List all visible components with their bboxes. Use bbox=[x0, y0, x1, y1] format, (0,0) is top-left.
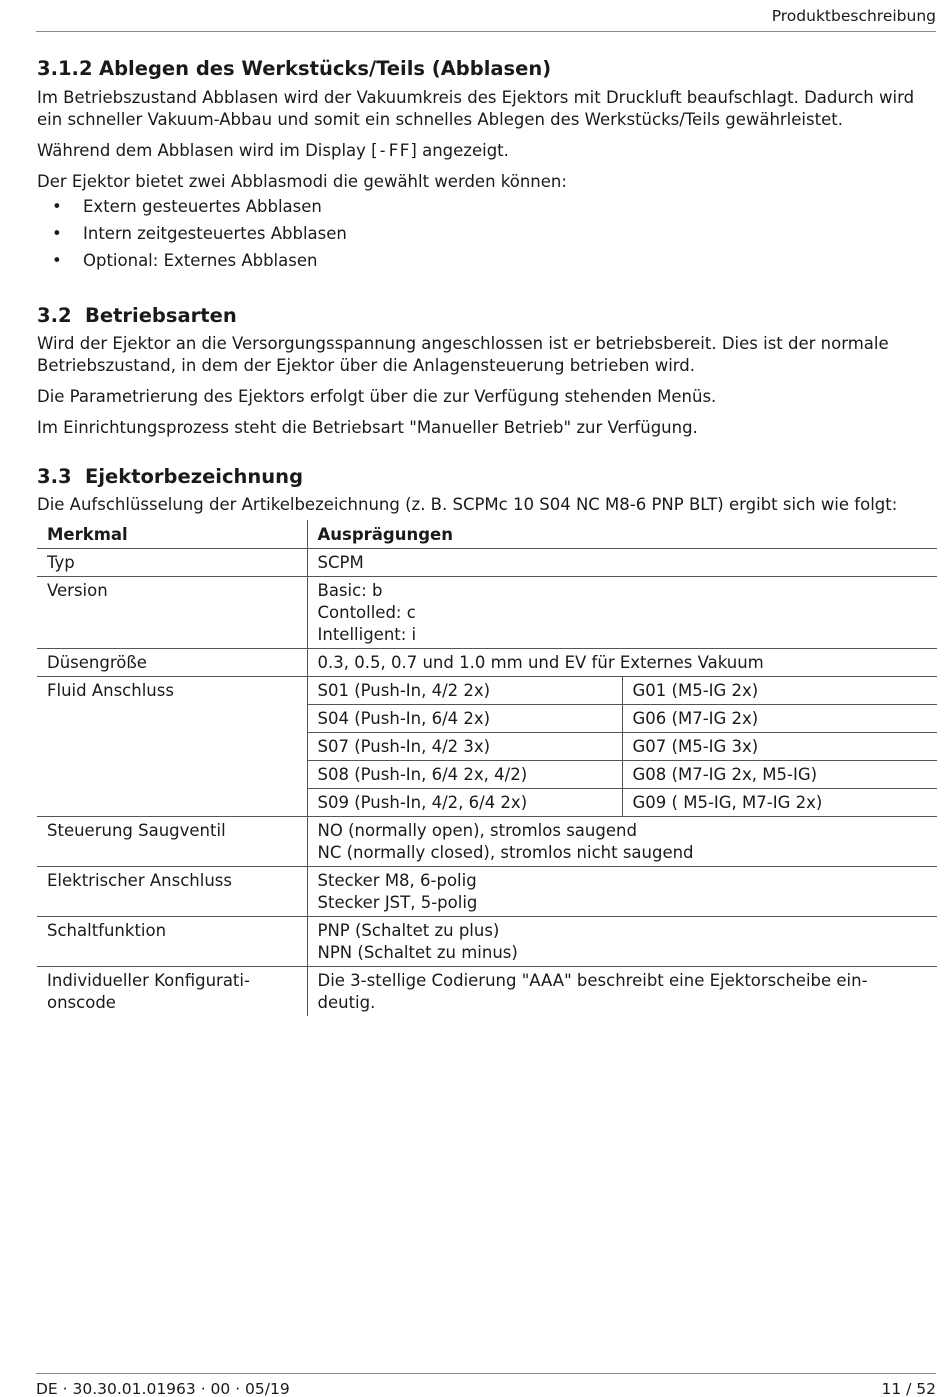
cell-value: SCPM bbox=[307, 549, 937, 577]
paragraph-manual-mode: Im Einrichtungsprozess steht die Betriebsart "Manueller Betrieb" zur Verfügung. bbox=[37, 418, 698, 437]
list-item: • Extern gesteuertes Abblasen bbox=[37, 196, 937, 223]
header-section-title: Produktbeschreibung bbox=[771, 7, 936, 25]
heading-3-2 bbox=[37, 303, 937, 329]
table-row-version bbox=[37, 577, 937, 649]
cell-value: 0.3, 0.5, 0.7 und 1.0 mm und EV für Externes Vakuum bbox=[307, 649, 937, 677]
cell-value: G07 (M5-IG 3x) bbox=[622, 733, 937, 761]
list-item: • Optional: Externes Abblasen bbox=[37, 250, 937, 277]
cell-value: S09 (Push-In, 4/2, 6/4 2x) bbox=[307, 789, 622, 817]
value-line: deutig. bbox=[317, 993, 376, 1012]
paragraph-modes-intro: Der Ejektor bietet zwei Abblasmodi die gewählt werden können: bbox=[37, 172, 567, 191]
table-row-schaltfunktion bbox=[37, 917, 937, 967]
heading-title: Ablegen des Werkstücks/Teils (Abblasen) bbox=[99, 57, 552, 80]
page-footer bbox=[36, 1373, 936, 1397]
cell-feature: Version bbox=[37, 577, 307, 649]
cell-value: G08 (M7-IG 2x, M5-IG) bbox=[622, 761, 937, 789]
cell-value: G09 ( M5-IG, M7-IG 2x) bbox=[622, 789, 937, 817]
cell-value bbox=[307, 967, 937, 1017]
cell-value: G06 (M7-IG 2x) bbox=[622, 705, 937, 733]
value-line: Basic: b bbox=[317, 581, 383, 600]
heading-3-3 bbox=[37, 464, 937, 490]
table-row-fluid bbox=[37, 677, 937, 705]
paragraph-display-info bbox=[37, 140, 937, 162]
page-header bbox=[36, 5, 936, 32]
cell-value bbox=[307, 917, 937, 967]
feature-line: onscode bbox=[47, 993, 116, 1012]
page-content bbox=[37, 56, 937, 1016]
cell-value: G01 (M5-IG 2x) bbox=[622, 677, 937, 705]
cell-value bbox=[307, 867, 937, 917]
table-row-duesengroesse bbox=[37, 649, 937, 677]
value-line: Contolled: c bbox=[317, 603, 416, 622]
cell-feature: Düsengröße bbox=[37, 649, 307, 677]
cell-feature: Steuerung Saugventil bbox=[37, 817, 307, 867]
table-row-steuerung bbox=[37, 817, 937, 867]
paragraph-abblasen-intro: Im Betriebszustand Abblasen wird der Vakuumkreis des Ejektors mit Druckluft beaufschlagt. Dadurch wird ein schneller Vakuum-Abbau und somit ein schnelles Ablegen des Werkstücks/Teils gewährleistet. bbox=[37, 88, 915, 129]
cell-feature: Schaltfunktion bbox=[37, 917, 307, 967]
ejector-designation-table bbox=[37, 520, 937, 1016]
cell-value bbox=[307, 577, 937, 649]
cell-feature bbox=[37, 967, 307, 1017]
paragraph-designation-intro: Die Aufschlüsselung der Artikelbezeichnung (z. B. SCPMc 10 S04 NC M8-6 PNP BLT) ergibt sich wie folgt: bbox=[37, 495, 898, 514]
feature-line: Individueller Konfigurati- bbox=[47, 971, 250, 990]
document-reference: DE · 30.30.01.01963 · 00 · 05/19 bbox=[36, 1380, 290, 1397]
table-row-elektrisch bbox=[37, 867, 937, 917]
table-row-konfiguration bbox=[37, 967, 937, 1017]
cell-feature: Fluid Anschluss bbox=[37, 677, 307, 817]
heading-title: Betriebsarten bbox=[85, 304, 237, 327]
heading-title: Ejektorbezeichnung bbox=[85, 465, 304, 488]
paragraph-parameterisation: Die Parametrierung des Ejektors erfolgt über die zur Verfügung stehenden Menüs. bbox=[37, 387, 717, 406]
heading-3-1-2 bbox=[37, 56, 937, 82]
cell-value bbox=[307, 817, 937, 867]
text-after-code: ] angezeigt. bbox=[410, 141, 509, 160]
value-line: Stecker M8, 6-polig bbox=[317, 871, 477, 890]
cell-value: S01 (Push-In, 4/2 2x) bbox=[307, 677, 622, 705]
blow-off-modes-list bbox=[37, 196, 937, 277]
paragraph-operating-state: Wird der Ejektor an die Versorgungsspannung angeschlossen ist er betriebsbereit. Dies ist der normale Betriebszustand, in dem der Ejektor über die Anlagensteuerung betrieben wird. bbox=[37, 334, 889, 375]
heading-number: 3.3 bbox=[37, 465, 72, 488]
table-header-row bbox=[37, 520, 937, 549]
display-code: -FF bbox=[377, 141, 411, 160]
list-item: • Intern zeitgesteuertes Abblasen bbox=[37, 223, 937, 250]
value-line: Intelligent: i bbox=[317, 625, 417, 644]
value-line: PNP (Schaltet zu plus) bbox=[317, 921, 500, 940]
value-line: NO (normally open), stromlos saugend bbox=[317, 821, 637, 840]
column-header-values: Ausprägungen bbox=[307, 520, 937, 549]
text-before-code: Während dem Abblasen wird im Display [ bbox=[37, 141, 378, 160]
cell-feature: Typ bbox=[37, 549, 307, 577]
page-number: 11 / 52 bbox=[881, 1380, 936, 1397]
heading-number: 3.2 bbox=[37, 304, 72, 327]
value-line: Die 3-stellige Codierung "AAA" beschreibt eine Ejektorscheibe ein- bbox=[317, 971, 868, 990]
value-line: NPN (Schaltet zu minus) bbox=[317, 943, 518, 962]
cell-value: S07 (Push-In, 4/2 3x) bbox=[307, 733, 622, 761]
cell-value: S08 (Push-In, 6/4 2x, 4/2) bbox=[307, 761, 622, 789]
value-line: Stecker JST, 5-polig bbox=[317, 893, 478, 912]
cell-value: S04 (Push-In, 6/4 2x) bbox=[307, 705, 622, 733]
table-row-typ bbox=[37, 549, 937, 577]
column-header-feature: Merkmal bbox=[37, 520, 307, 549]
heading-number: 3.1.2 bbox=[37, 57, 93, 80]
cell-feature: Elektrischer Anschluss bbox=[37, 867, 307, 917]
value-line: NC (normally closed), stromlos nicht saugend bbox=[317, 843, 694, 862]
